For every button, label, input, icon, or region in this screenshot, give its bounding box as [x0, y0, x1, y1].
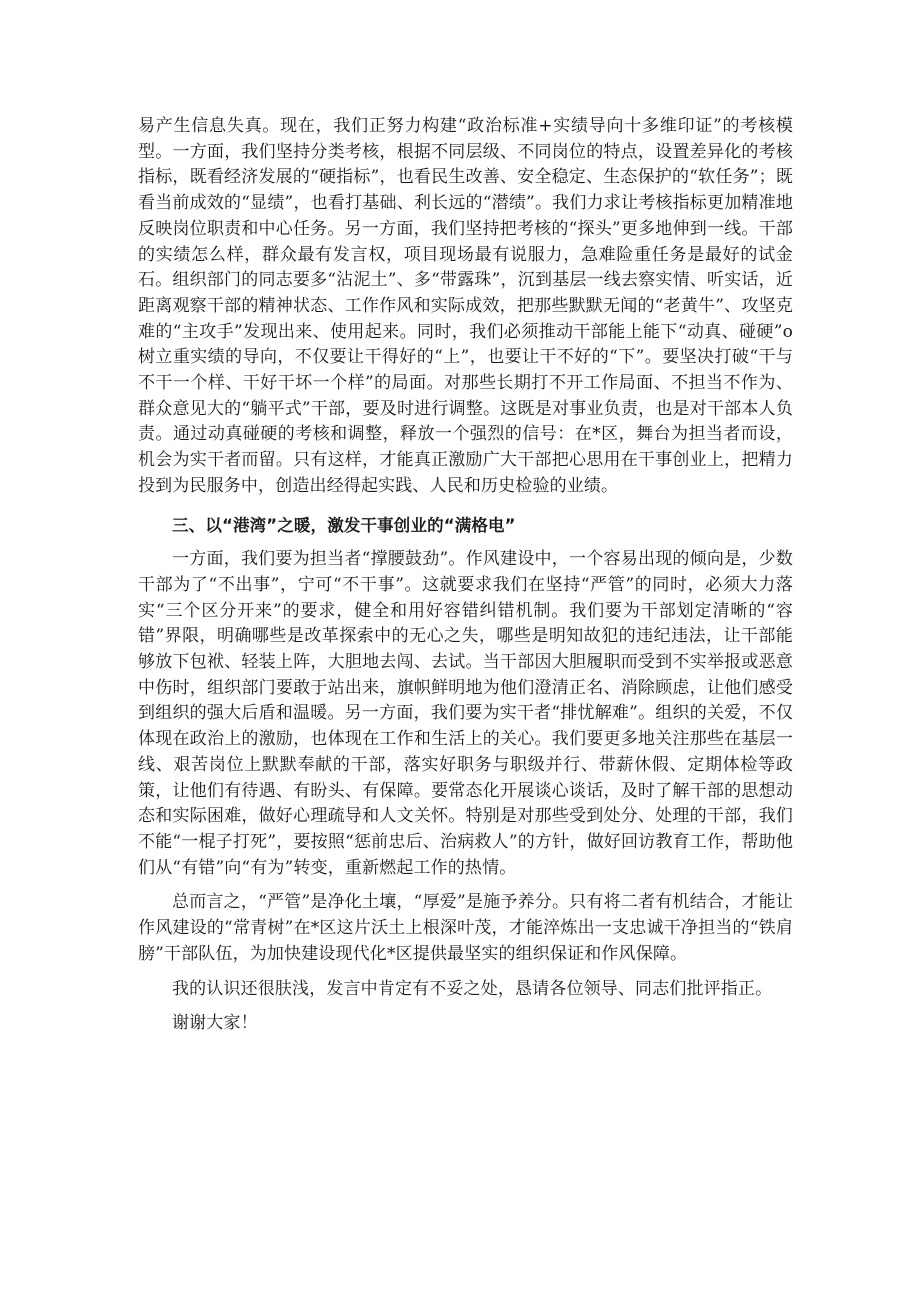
body-paragraph: 一方面，我们要为担当者“撑腰鼓劲”。作风建设中，一个容易出现的倾向是，少数干部为了“不出事”，宁可“不干事”。这就要求我们在坚持“严管”的同时，必须大力落实“三个区分开来”的要求，健全和用好容错纠错机制。我们要为干部划定清晰的“容错”界限，明确哪些是改革探索中的无心之失，哪些是明知故犯的违纪违法，让干部能够放下包袱、轻装上阵，大胆地去闯、去试。当干部因大胆履职而受到不实举报或恶意中伤时，组织部门要敢于站出来，旗帜鲜明地为他们澄清正名、消除顾虑，让他们感受到组织的强大后盾和温暖。另一方面，我们要为实干者“排忧解难”。组织的关爱，不仅体现在政治上的激励，也体现在工作和生活上的关心。我们要更多地关注那些在基层一线、艰苦岗位上默默奉献的干部，落实好职务与职级并行、带薪休假、定期体检等政策，让他们有待遇、有盼头、有保障。要常态化开展谈心谈话，及时了解干部的思想动态和实际困难，做好心理疏导和人文关怀。特别是对那些受到处分、处理的干部，我们不能“一棍子打死”，要按照“惩前忠后、治病救人”的方针，做好回访教育工作，帮助他们从“有错”向“有为”转变，重新燃起工作的热情。 [138, 549, 793, 878]
body-paragraph: 易产生信息失真。现在，我们正努力构建“政治标准+实绩导向十多维印证”的考核模型。一方面，我们坚持分类考核，根据不同层级、不同岗位的特点，设置差异化的考核指标，既看经济发展的“硬指标”，也看民生改善、安全稳定、生态保护的“软任务”；既看当前成效的“显绩”，也看打基础、利长远的“潜绩”。我们力求让考核指标更加精准地反映岗位职责和中心任务。另一方面，我们坚持把考核的“探头”更多地伸到一线。干部的实绩怎么样，群众最有发言权，项目现场最有说服力，急难险重任务是最好的试金石。组织部门的同志要多“沾泥土”、多“带露珠”，沉到基层一线去察实情、听实话，近距离观察干部的精神状态、工作作风和实际成效，把那些默默无闻的“老黄牛”、攻坚克难的“主攻手”发现出来、使用起来。同时，我们必须推动干部能上能下“动真、碰硬”o树立重实绩的导向，不仅要让干得好的“上”，也要让干不好的“下”。要坚决打破“干与不干一个样、干好干坏一个样”的局面。对那些长期打不开工作局面、不担当不作为、群众意见大的“躺平式”干部，要及时进行调整。这既是对事业负责，也是对干部本人负责。通过动真碰硬的考核和调整，释放一个强烈的信号：在*区，舞台为担当者而设，机会为实干者而留。只有这样，才能真正激励广大干部把心思用在干事创业上，把精力投到为民服务中，创造出经得起实践、人民和历史检验的业绩。 [138, 116, 793, 496]
document-body [138, 114, 793, 1046]
body-paragraph: 我的认识还很肤浅，发言中肯定有不妥之处，恳请各位领导、同志们批评指正。 [172, 978, 773, 999]
body-paragraph: 总而言之，“严管”是净化土壤，“厚爱”是施予养分。只有将二者有机结合，才能让作风建设的“常青树”在*区这片沃土上根深叶茂，才能淬炼出一支忠诚干净担当的“铁肩膀”干部队伍，为加快建设现代化*区提供最坚实的组织保证和作风保障。 [138, 892, 793, 964]
closing-line: 谢谢大家！ [172, 1013, 258, 1034]
section-heading: 三、以“港湾”之暖，激发干事创业的“满格电” [172, 515, 516, 535]
